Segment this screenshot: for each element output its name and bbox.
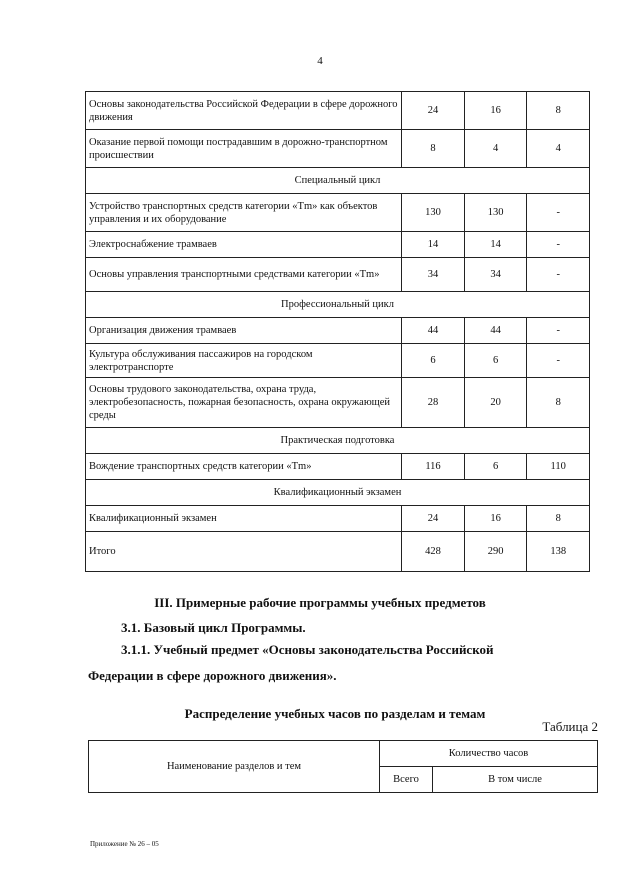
hours-total: 6	[402, 344, 465, 378]
hours-theory: 20	[464, 378, 527, 428]
hours-practice: -	[527, 344, 590, 378]
hours-theory: 14	[464, 232, 527, 258]
subject-name: Основы управления транспортными средствами категории «Tm»	[86, 258, 402, 292]
hours-table	[85, 91, 590, 572]
table-row	[86, 258, 590, 292]
table-row	[86, 506, 590, 532]
subsection-title: 3.1. Базовый цикл Программы.	[121, 620, 306, 635]
hours-theory: 130	[464, 194, 527, 232]
section-row	[86, 428, 590, 454]
subject-name: Оказание первой помощи пострадавшим в дорожно-транспортном происшествии	[86, 130, 402, 168]
topics-table	[88, 740, 598, 793]
section-title: III. Примерные рабочие программы учебных предметов	[154, 595, 486, 610]
subject-name: Электроснабжение трамваев	[86, 232, 402, 258]
hours-total: 116	[402, 454, 465, 480]
table-row	[86, 194, 590, 232]
hours-practice: -	[527, 194, 590, 232]
subject-name: Организация движения трамваев	[86, 318, 402, 344]
hours-practice: 110	[527, 454, 590, 480]
hours-total: 24	[402, 92, 465, 130]
table-row	[86, 532, 590, 572]
subject-name: Квалификационный экзамен	[86, 506, 402, 532]
subject-name: Культура обслуживания пассажиров на городском электротранспорте	[86, 344, 402, 378]
hours-practice: 4	[527, 130, 590, 168]
table-row	[86, 344, 590, 378]
hours-practice: -	[527, 232, 590, 258]
subject-title-line-2: Федерации в сфере дорожного движения».	[88, 668, 337, 683]
hours-theory: 290	[464, 532, 527, 572]
table-label: Таблица 2	[542, 719, 598, 734]
section-name: Профессиональный цикл	[86, 292, 590, 318]
hours-total: 130	[402, 194, 465, 232]
subject-name: Основы трудового законодательства, охрана труда, электробезопасность, пожарная безопасность, охрана окружающей среды	[86, 378, 402, 428]
subject-name: Итого	[86, 532, 402, 572]
section-name: Практическая подготовка	[86, 428, 590, 454]
hours-total: 24	[402, 506, 465, 532]
hours-total: 8	[402, 130, 465, 168]
page-number: 4	[317, 55, 323, 67]
table-row	[86, 232, 590, 258]
hours-theory: 34	[464, 258, 527, 292]
hours-total: 28	[402, 378, 465, 428]
subject-name: Вождение транспортных средств категории «Tm»	[86, 454, 402, 480]
hours-practice: -	[527, 318, 590, 344]
table-row	[86, 318, 590, 344]
hours-practice: 8	[527, 378, 590, 428]
table-row	[86, 454, 590, 480]
hours-total: 428	[402, 532, 465, 572]
section-name: Квалификационный экзамен	[86, 480, 590, 506]
section-name: Специальный цикл	[86, 168, 590, 194]
page-footer: Приложение № 26 – 05	[90, 840, 159, 848]
col-header-total: Всего	[380, 767, 433, 793]
hours-theory: 16	[464, 92, 527, 130]
col-header-including: В том числе	[433, 767, 598, 793]
col-header-hours: Количество часов	[380, 741, 598, 767]
hours-theory: 6	[464, 454, 527, 480]
distribution-title: Распределение учебных часов по разделам и темам	[184, 706, 486, 721]
hours-theory: 16	[464, 506, 527, 532]
table-row	[86, 378, 590, 428]
hours-practice: 8	[527, 92, 590, 130]
hours-practice: 8	[527, 506, 590, 532]
hours-theory: 44	[464, 318, 527, 344]
hours-theory: 4	[464, 130, 527, 168]
hours-practice: 138	[527, 532, 590, 572]
subject-name: Основы законодательства Российской Федерации в сфере дорожного движения	[86, 92, 402, 130]
table-row	[86, 130, 590, 168]
table-row	[86, 92, 590, 130]
section-row	[86, 292, 590, 318]
section-row	[86, 168, 590, 194]
subject-name: Устройство транспортных средств категории «Tm» как объектов управления и их оборудование	[86, 194, 402, 232]
hours-total: 14	[402, 232, 465, 258]
section-row	[86, 480, 590, 506]
hours-practice: -	[527, 258, 590, 292]
hours-total: 34	[402, 258, 465, 292]
col-header-name: Наименование разделов и тем	[89, 741, 380, 793]
subject-title-line-1: 3.1.1. Учебный предмет «Основы законодательства Российской	[121, 642, 494, 657]
hours-total: 44	[402, 318, 465, 344]
hours-theory: 6	[464, 344, 527, 378]
